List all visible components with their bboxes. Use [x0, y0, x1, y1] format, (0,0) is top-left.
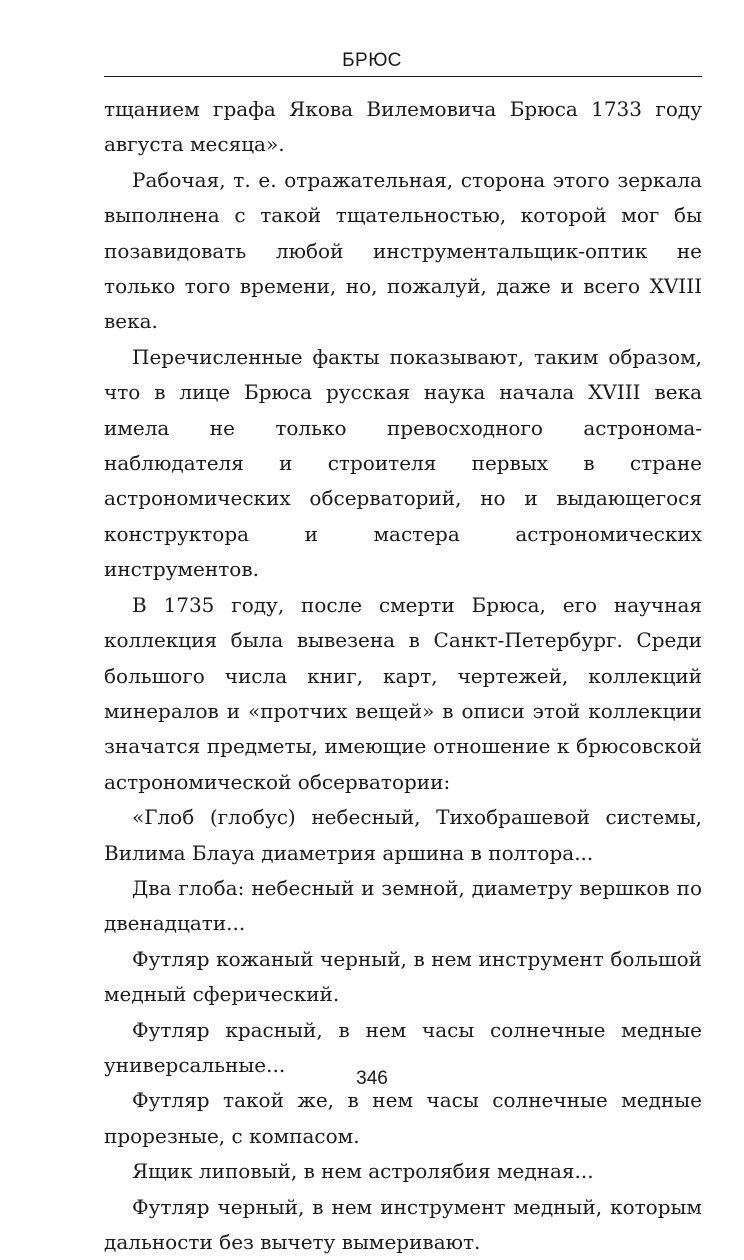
quote-paragraph: Футляр кожаный черный, в нем инструмент большой медный сферический. — [104, 946, 702, 1007]
paragraph: Рабочая, т. е. отражательная, сторона этого зеркала выполнена с такой тщательностью, которой мог бы позавидовать любой инструментальщик-оптик не только того времени, но, пожалуй, даже и всего XVIII века. — [104, 167, 702, 334]
quote-paragraph: Футляр черный, в нем инструмент медный, которым дальности без вычету вымеривают. — [104, 1194, 702, 1254]
quote-paragraph: Футляр такой же, в нем часы солнечные медные прорезные, с компасом. — [104, 1088, 702, 1148]
paragraph: В 1735 году, после смерти Брюса, его научная коллекция была вывезена в Санкт-Петербург. Среди большого числа книг, карт, чертежей, коллекций минералов и «протчих вещей» в описи этой коллекции значатся предметы, имеющие отношение к брюсовской астрономической обсерватории: — [104, 592, 702, 794]
paragraph: тщанием графа Якова Вилемовича Брюса 1733 году августа месяца». — [104, 97, 702, 157]
quote-paragraph: Футляр красный, в нем часы солнечные медные универсальные... — [104, 1017, 702, 1077]
paragraph: Перечисленные факты показывают, таким образом, что в лице Брюса русская наука начала XVIII века имела не только превосходного астронома-наблюдателя и строителя первых в стране астрономических обсерваторий, но и выдающегося конструктора и мастера астрономических инструментов. — [104, 344, 702, 582]
page-number: 346 — [356, 1068, 388, 1089]
quote-paragraph: «Глоб (глобус) небесный, Тихобрашевой системы, Вилима Блауа диаметрия аршина в полтора... — [104, 805, 702, 865]
quote-paragraph: Ящик липовый, в нем астролябия медная... — [132, 1159, 594, 1184]
quote-paragraph: Два глоба: небесный и земной, диаметру вершков по двенадцати... — [104, 875, 702, 936]
running-title: БРЮС — [342, 50, 402, 71]
header-rule — [104, 76, 702, 77]
